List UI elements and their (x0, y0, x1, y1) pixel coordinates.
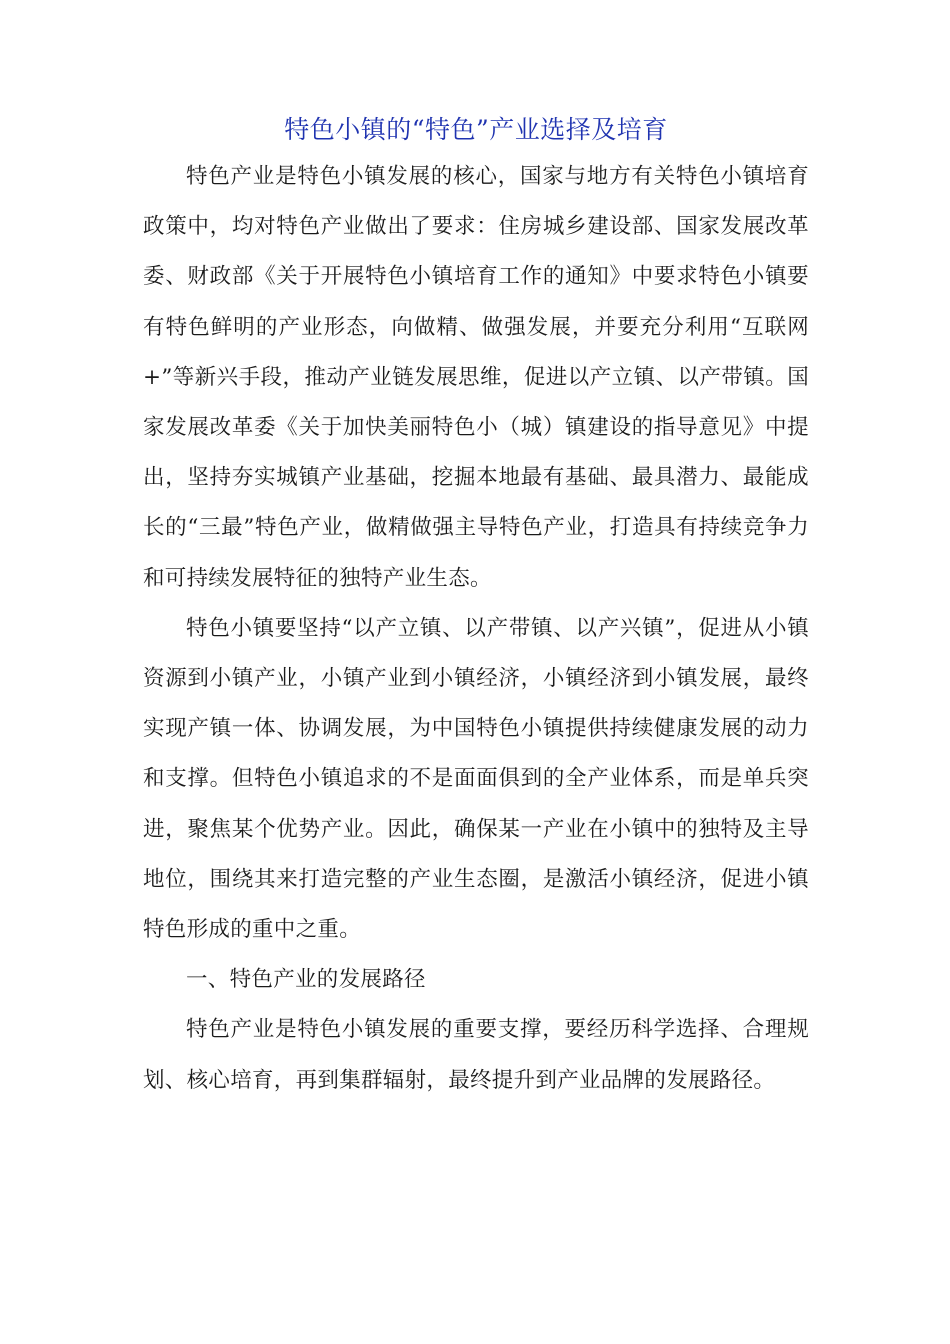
document-page (143, 110, 809, 1106)
paragraph-3: 特色产业是特色小镇发展的重要支撑，要经历科学选择、合理规划、核心培育，再到集群辐射，最终提升到产业品牌的发展路径。 (143, 1017, 809, 1093)
document-title: 特色小镇的“特色”产业选择及培育 (284, 115, 668, 144)
paragraph-2: 特色小镇要坚持“以产立镇、以产带镇、以产兴镇”，促进从小镇资源到小镇产业，小镇产业到小镇经济，小镇经济到小镇发展，最终实现产镇一体、协调发展，为中国特色小镇提供持续健康发展的动力和支撑。但特色小镇追求的不是面面俱到的全产业体系，而是单兵突进，聚焦某个优势产业。因此，确保某一产业在小镇中的独特及主导地位，围绕其来打造完整的产业生态圈，是激活小镇经济，促进小镇特色形成的重中之重。 (143, 615, 809, 943)
paragraph-1: 特色产业是特色小镇发展的核心，国家与地方有关特色小镇培育政策中，均对特色产业做出了要求：住房城乡建设部、国家发展改革委、财政部《关于开展特色小镇培育工作的通知》中要求特色小镇要有特色鲜明的产业形态，向做精、做强发展，并要充分利用“互联网+”等新兴手段，推动产业链发展思维，促进以产立镇、以产带镇。国家发展改革委《关于加快美丽特色小（城）镇建设的指导意见》中提出，坚持夯实城镇产业基础，挖掘本地最有基础、最具潜力、最能成长的“三最”特色产业，做精做强主导特色产业，打造具有持续竞争力和可持续发展特征的独特产业生态。 (143, 164, 809, 591)
section-heading: 一、特色产业的发展路径 (186, 967, 426, 993)
